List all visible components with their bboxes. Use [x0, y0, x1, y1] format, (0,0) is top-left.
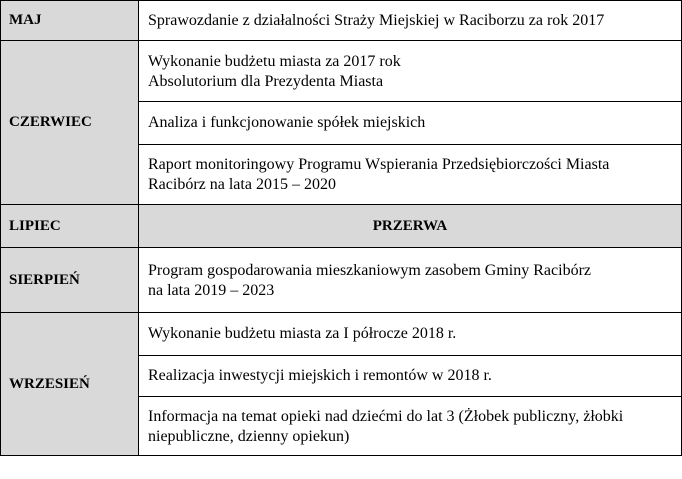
- month-cell-wrzesien: WRZESIEŃ: [1, 313, 139, 456]
- item-text: Raport monitoringowy Programu Wspierania Przedsiębiorczości Miasta: [148, 156, 610, 173]
- item-text: Wykonanie budżetu miasta za I półrocze 2018 r.: [148, 325, 457, 342]
- item-cell: [139, 41, 682, 102]
- item-cell: [139, 397, 682, 456]
- table-row-sierpien: [1, 248, 682, 313]
- break-cell: PRZERWA: [139, 205, 682, 248]
- item-cell: [139, 313, 682, 356]
- item-text: Informacja na temat opieki nad dziećmi do lat 3 (Żłobek publiczny, żłobki: [148, 407, 624, 425]
- item-text: Racibórz na lata 2015 – 2020: [148, 176, 336, 193]
- item-text: Realizacja inwestycji miejskich i remontów w 2018 r.: [148, 367, 492, 384]
- item-cell: [139, 356, 682, 397]
- item-text: Wykonanie budżetu miasta za 2017 rok: [148, 52, 401, 70]
- item-text: na lata 2019 – 2023: [148, 281, 275, 299]
- item-cell: [139, 102, 682, 145]
- item-text: niepubliczne, dzienny opiekun): [148, 427, 350, 445]
- month-cell-lipiec: LIPIEC: [1, 205, 139, 248]
- month-cell-czerwiec: CZERWIEC: [1, 41, 139, 205]
- table-row-maj: [1, 1, 682, 41]
- item-cell: [139, 1, 682, 41]
- month-cell-maj: MAJ: [1, 1, 139, 41]
- item-text: Analiza i funkcjonowanie spółek miejskich: [148, 114, 426, 131]
- item-text: Absolutorium dla Prezydenta Miasta: [148, 72, 384, 90]
- item-text: Program gospodarowania mieszkaniowym zasobem Gminy Racibórz: [148, 261, 591, 279]
- item-cell: [139, 145, 682, 205]
- table-row-lipiec: [1, 205, 682, 248]
- table-row-czerwiec: [1, 41, 682, 102]
- item-text: Sprawozdanie z działalności Straży Miejskiej w Raciborzu za rok 2017: [148, 11, 605, 29]
- table-row-wrzesien: [1, 313, 682, 356]
- item-cell: [139, 248, 682, 313]
- month-cell-sierpien: SIERPIEŃ: [1, 248, 139, 313]
